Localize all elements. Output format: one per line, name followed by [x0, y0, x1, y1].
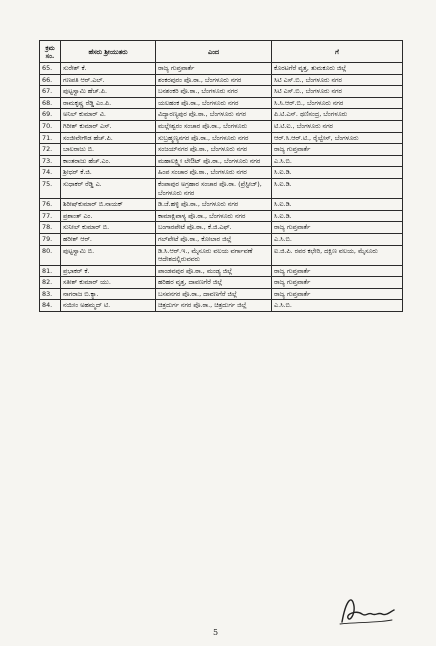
cell-name: ನಾಗರಾಜ ಬಿ.ಕ್ಯಾ.	[61, 288, 156, 300]
cell-to: ರಾಜ್ಯ ಗುಪ್ತವಾರ್ತೆ	[272, 277, 403, 289]
cell-serial-no: 81.	[40, 265, 61, 277]
table-header-row	[40, 41, 403, 63]
cell-name: ಬಾಲರಾಜು ಬಿ.	[61, 144, 156, 156]
cell-from: ಚಿತ್ರದುರ್ಗ ನಗರ ಪೊ.ಠಾ., ಚಿತ್ರದುರ್ಗ ಜಿಲ್ಲೆ	[156, 300, 272, 312]
cell-serial-no: 78.	[40, 222, 61, 234]
cell-to: ಸಿ.ಸಿ.ಆರ್.ಬಿ., ಬೆಂಗಳೂರು ನಗರ	[272, 97, 403, 109]
cell-serial-no: 72.	[40, 144, 61, 156]
cell-name: ಸಂಜೀವೇಗೌಡ ಹೆಚ್.ಪಿ.	[61, 132, 156, 144]
cell-to: ಸಿ.ಐ.ಡಿ.	[272, 178, 403, 198]
cell-to: ರಾಜ್ಯ ಗುಪ್ತವಾರ್ತೆ	[272, 288, 403, 300]
cell-to: ಸಿ.ಐ.ಡಿ.	[272, 167, 403, 179]
cell-name: ಶ್ರೀಧರ್ ಕೆ.ಜಿ.	[61, 167, 156, 179]
cell-name: ಪ್ರಭಾಕರ್ ಕೆ.	[61, 265, 156, 277]
table-row	[40, 155, 403, 167]
cell-name: ಪುಟ್ಟಸ್ವಾಮಿ ಬಿ.	[61, 245, 156, 265]
header-name: ಹೆಸರು ಶ್ರೀಯುತರು	[61, 41, 156, 63]
cell-to: ಎ.ಸಿ.ಬಿ.	[272, 300, 403, 312]
cell-from: ರಾಜ್ಯ ಗುಪ್ತವಾರ್ತೆ	[156, 63, 272, 75]
table-row	[40, 300, 403, 312]
cell-name: ಸುಧಾಕರ್ ರೆಡ್ಡಿ ಎ.	[61, 178, 156, 198]
table-row	[40, 97, 403, 109]
cell-serial-no: 84.	[40, 300, 61, 312]
signature	[336, 592, 396, 628]
cell-name: ಹರೀಶ್ ಆರ್.	[61, 233, 156, 245]
cell-from: ಸುಬ್ರಹ್ಮಣ್ಯನಗರ ಪೊ.ಠಾ., ಬೆಂಗಳೂರು ನಗರ	[156, 132, 272, 144]
cell-name: ಗಿರೀಶ್ ಕುಮಾರ್ ಎಸ್.	[61, 120, 156, 132]
cell-from: ಯಲಹಂಕ ಪೊ.ಠಾ., ಬೆಂಗಳೂರು ನಗರ	[156, 97, 272, 109]
cell-to: ಸಿ.ಐ.ಡಿ.	[272, 199, 403, 211]
cell-serial-no: 79.	[40, 233, 61, 245]
table-row	[40, 210, 403, 222]
cell-from: ಶಂಕರಪುರಂ ಪೊ.ಠಾ., ಬೆಂಗಳೂರು ನಗರ	[156, 74, 272, 86]
cell-name: ಸುರೇಶ್ ಕೆ.	[61, 63, 156, 75]
transfer-table	[39, 40, 403, 312]
cell-serial-no: 76.	[40, 199, 61, 211]
cell-serial-no: 80.	[40, 245, 61, 265]
cell-serial-no: 73.	[40, 155, 61, 167]
cell-serial-no: 77.	[40, 210, 61, 222]
cell-name: ಸುನೀಲ್ ಕುಮಾರ್ ಬಿ.	[61, 222, 156, 234]
header-from: ಎಂದ	[156, 41, 272, 63]
cell-from: ಪಾಂಡವಪುರ ಪೊ.ಠಾ., ಮಂಡ್ಯ ಜಿಲ್ಲೆ	[156, 265, 272, 277]
cell-to: ಸಿಟಿ ಎಸ್.ಬಿ., ಬೆಂಗಳೂರು ನಗರ	[272, 74, 403, 86]
cell-from: ಡಿ.ಸಿ.ಆರ್.ಇ., ಮೈಸೂರು ವಲಯ ವರ್ಗಾವಣೆ ಆದೇಶದಲ್ಲಿರುವವರು	[156, 245, 272, 265]
cell-to: ಆರ್.ಸಿ.ಆರ್.ಟಿ., ರೈಲ್ವೇಸ್, ಬೆಂಗಳೂರು	[272, 132, 403, 144]
cell-serial-no: 71.	[40, 132, 61, 144]
cell-from: ಬನಶಂಕರಿ ಪೊ.ಠಾ., ಬೆಂಗಳೂರು ನಗರ	[156, 86, 272, 98]
cell-serial-no: 65.	[40, 63, 61, 75]
cell-from: ಡಿ.ಜೆ.ಹಳ್ಳಿ ಪೊ.ಠಾ., ಬೆಂಗಳೂರು ನಗರ	[156, 199, 272, 211]
cell-name: ಸತೀಶ್ ಕುಮಾರ್ ಯು.	[61, 277, 156, 289]
cell-serial-no: 70.	[40, 120, 61, 132]
cell-serial-no: 75.	[40, 178, 61, 198]
table-row	[40, 288, 403, 300]
table-row	[40, 109, 403, 121]
cell-name: ರಾಮಕೃಷ್ಣ ರೆಡ್ಡಿ ಎಂ.ಪಿ.	[61, 97, 156, 109]
cell-name: ಶಿರೀಷ್‌ಕುಮಾರ್ ಬಿ.ನಾಯಕ್	[61, 199, 156, 211]
cell-serial-no: 67.	[40, 86, 61, 98]
table-row	[40, 144, 403, 156]
header-to: ಗೆ	[272, 41, 403, 63]
table-row	[40, 132, 403, 144]
cell-serial-no: 83.	[40, 288, 61, 300]
cell-from: ಹಿಂಪ ಸಂಚಾರ ಪೊ.ಠಾ., ಬೆಂಗಳೂರು ನಗರ	[156, 167, 272, 179]
cell-from: ವಿದ್ಯಾರಣ್ಯಪುರ ಪೊ.ಠಾ., ಬೆಂಗಳೂರು ನಗರ	[156, 109, 272, 121]
cell-name: ಕಾಂತರಾಜು ಹೆಚ್.ಎಂ.	[61, 155, 156, 167]
cell-name: ಗಣಪತಿ ಆರ್.ಎಲ್.	[61, 74, 156, 86]
table-row	[40, 63, 403, 75]
cell-to: ಪಿ.ಟಿ.ಎಸ್. ಥಣಿಸಂದ್ರ, ಬೆಂಗಳೂರು	[272, 109, 403, 121]
table-row	[40, 277, 403, 289]
cell-to: ರಾಜ್ಯ ಗುಪ್ತವಾರ್ತೆ	[272, 265, 403, 277]
cell-serial-no: 74.	[40, 167, 61, 179]
cell-serial-no: 68.	[40, 97, 61, 109]
cell-to: ಟಿ.ಟಿ.ಐ., ಬೆಂಗಳೂರು ನಗರ	[272, 120, 403, 132]
cell-name: ನಯೀಂ ಅಹಮ್ಮದ್ ಟಿ.	[61, 300, 156, 312]
cell-from: ಸಂಜಯ್‌ನಗರ ಪೊ.ಠಾ., ಬೆಂಗಳೂರು ನಗರ	[156, 144, 272, 156]
cell-serial-no: 69.	[40, 109, 61, 121]
cell-to: ಕೊರಟಗೆರೆ ವೃತ್ತ, ತುಮಕೂರು ಜಿಲ್ಲೆ	[272, 63, 403, 75]
cell-from: ಹರಿಹರ ವೃತ್ತ, ದಾವಣಗೆರೆ ಜಿಲ್ಲೆ	[156, 277, 272, 289]
table-row	[40, 167, 403, 179]
cell-to: ಎ.ಸಿ.ಬಿ.	[272, 233, 403, 245]
cell-to: ರಾಜ್ಯ ಗುಪ್ತವಾರ್ತೆ	[272, 222, 403, 234]
cell-from: ಕೆಂಪಾಪುರ ಅಗ್ರಹಾರ ಸಂಚಾರ ಪೊ.ಠಾ. (ಪ್ರೆಸ್ಟೀಜ್), ಬೆಂಗಳೂರು ನಗರ	[156, 178, 272, 198]
cell-to: ಸಿ.ಐ.ಡಿ.	[272, 210, 403, 222]
cell-serial-no: 66.	[40, 74, 61, 86]
cell-to: ಎ.ಸಿ.ಬಿ.	[272, 155, 403, 167]
cell-to: ರಾಜ್ಯ ಗುಪ್ತವಾರ್ತೆ	[272, 144, 403, 156]
cell-name: ಪುಟ್ಟಸ್ವಾಮಿ ಹೆಚ್.ಪಿ.	[61, 86, 156, 98]
cell-from: ಬಸವನಗರ ಪೊ.ಠಾ., ದಾವಣಗೆರೆ ಜಿಲ್ಲೆ	[156, 288, 272, 300]
cell-to: ಸಿಟಿ ಎಸ್.ಬಿ., ಬೆಂಗಳೂರು ನಗರ	[272, 86, 403, 98]
table-row	[40, 86, 403, 98]
table-row	[40, 265, 403, 277]
table-row	[40, 233, 403, 245]
cell-from: ಬಂಗಾರಪೇಟೆ ಪೊ.ಠಾ., ಕೆ.ಜಿ.ಎಫ್.	[156, 222, 272, 234]
cell-name: ಅನಿಲ್ ಕುಮಾರ್ ವಿ.	[61, 109, 156, 121]
header-serial-no: ಕ್ರಮ ಸಂ.	[40, 41, 61, 63]
cell-from: ಗಲ್‌ಪೇಟೆ ಪೊ.ಠಾ., ಕೋಲಾರ ಜಿಲ್ಲೆ	[156, 233, 272, 245]
cell-from: ಮಹಾಲಕ್ಷ್ಮೀ ಲೇಔಟ್ ಪೊ.ಠಾ., ಬೆಂಗಳೂರು ನಗರ	[156, 155, 272, 167]
table-row	[40, 178, 403, 198]
table-row	[40, 245, 403, 265]
cell-from: ಮಲ್ಲೇಶ್ವರಂ ಸಂಚಾರ ಪೊ.ಠಾ., ಬೆಂಗಳೂರು	[156, 120, 272, 132]
table-row	[40, 222, 403, 234]
cell-from: ಕಾಮಾಕ್ಷಿಪಾಳ್ಯ ಪೊ.ಠಾ., ಬೆಂಗಳೂರು ನಗರ	[156, 210, 272, 222]
cell-name: ಪ್ರಶಾಂತ್ ಎಂ.	[61, 210, 156, 222]
table-row	[40, 74, 403, 86]
cell-to: ಐ.ಜಿ.ಪಿ. ರವರ ಕಛೇರಿ, ದಕ್ಷಿಣ ವಲಯ, ಮೈಸೂರು	[272, 245, 403, 265]
table-row	[40, 120, 403, 132]
table-row	[40, 199, 403, 211]
cell-serial-no: 82.	[40, 277, 61, 289]
page-number: 5	[213, 628, 219, 637]
